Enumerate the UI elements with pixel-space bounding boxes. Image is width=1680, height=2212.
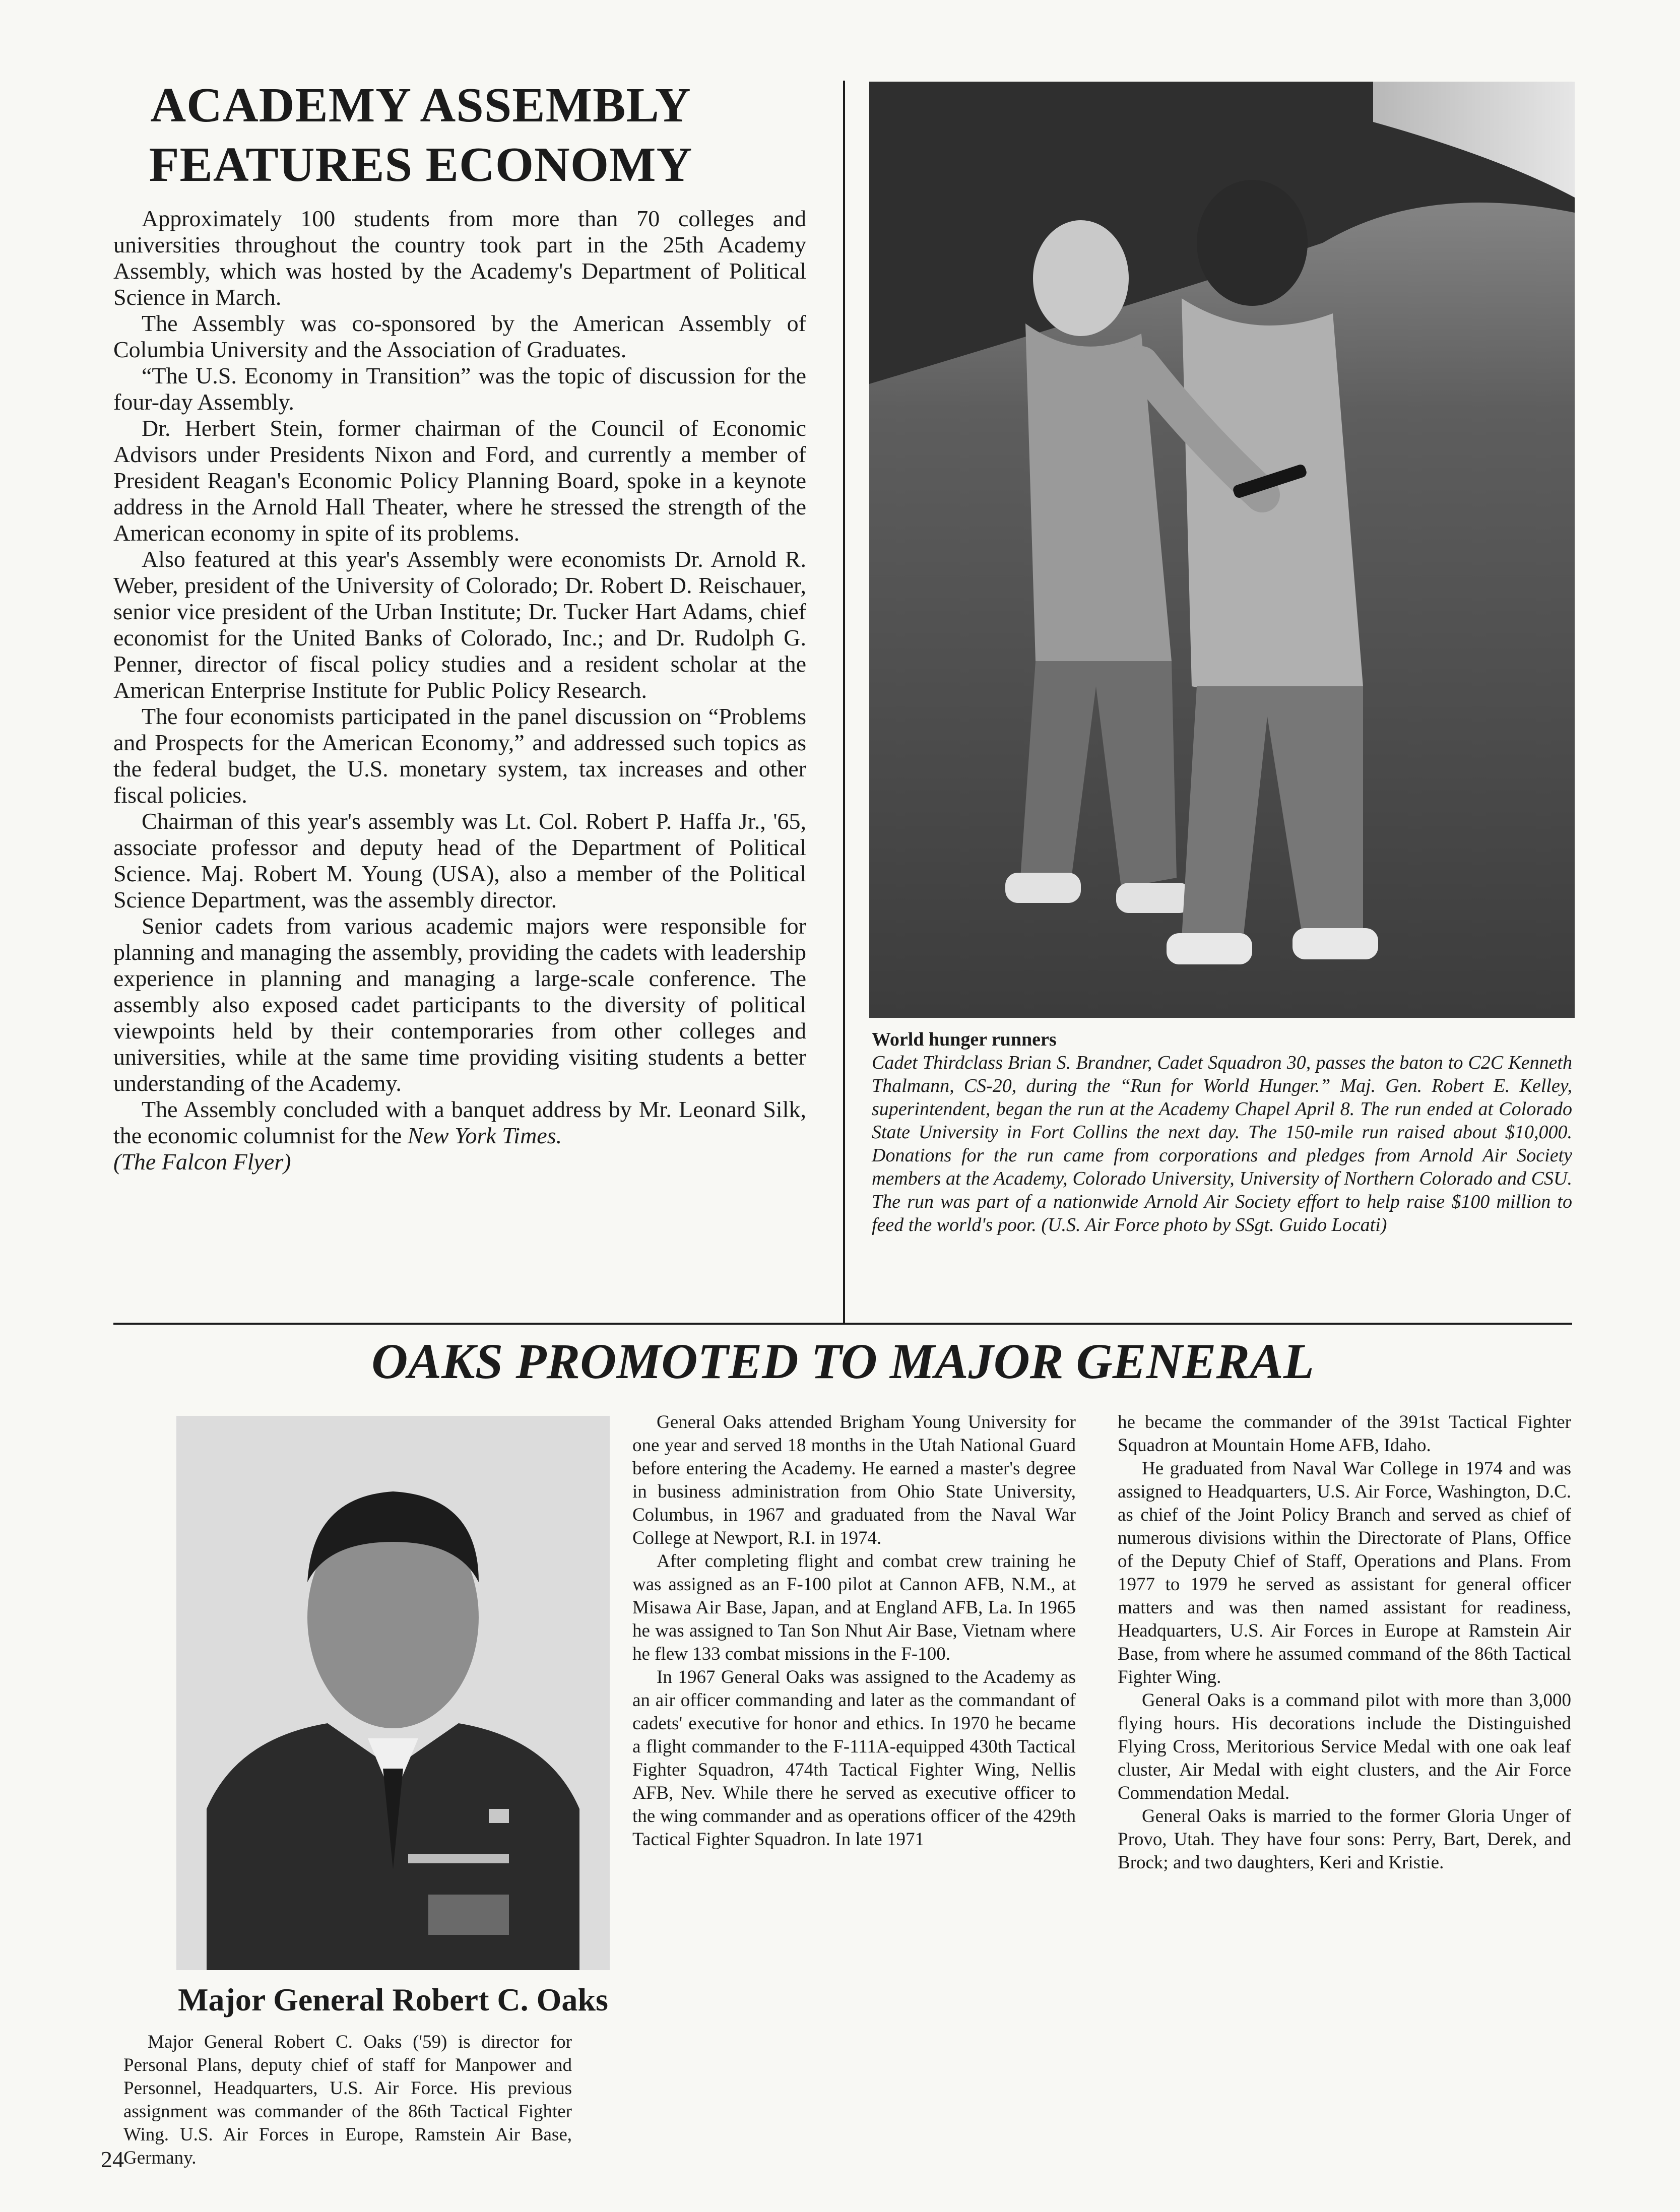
section-divider: [113, 1323, 1572, 1325]
article1-headline: [111, 76, 731, 194]
paragraph: In 1967 General Oaks was assigned to the Academy as an air officer commanding and later as the commandant of cadets' executive for honor and ethics. In 1970 he became a flight commander to the F-111A-equipped 430th Tactical Fighter Squadron, 474th Tactical Fighter Wing, Nellis AFB, Nev. While there he served as executive officer to the wing commander and as operations officer of the 429th Tactical Fighter Squadron. In late 1971: [632, 1667, 1076, 1850]
page-number: 24: [101, 2146, 124, 2172]
caption-title: World hunger runners: [872, 1029, 1057, 1050]
headline-line-2: FEATURES ECONOMY: [149, 138, 693, 192]
paragraph: “The U.S. Economy in Transition” was the topic of discussion for the four-day Assembly.: [113, 363, 806, 415]
source-credit: (The Falcon Flyer): [113, 1149, 291, 1175]
article1-body: [113, 206, 806, 1175]
article2-column-2: [632, 1411, 1076, 1851]
publication-name: New York Times.: [407, 1123, 562, 1148]
continued-paragraph: he became the commander of the 391st Tactical Fighter Squadron at Mountain Home AFB, Idaho.: [1118, 1412, 1571, 1456]
paragraph: Approximately 100 students from more than 70 colleges and universities throughout the country took part in the 25th Academy Assembly, which was hosted by the Academy's Department of Political Science in March.: [113, 206, 806, 310]
paragraph: Chairman of this year's assembly was Lt. Col. Robert P. Haffa Jr., '65, associate professor and deputy head of the Department of Political Science. Maj. Robert M. Young (USA), also a member of the Political Science Department, was the assembly director.: [113, 808, 806, 913]
caption-text: Cadet Thirdclass Brian S. Brandner, Cadet Squadron 30, passes the baton to C2C Kenneth Thalmann, CS-20, during the “Run for World Hunger.” Maj. Gen. Robert E. Kelley, superintendent, began the run at the Academy Chapel April 8. The run ended at Colorado State University in Fort Collins the next day. The 150-mile run raised about $10,000. Donations for the run came from corporations and pledges from Arnold Air Society members at the Academy, Colorado University, University of Northern Colorado and CSU. The run was part of a nationwide Arnold Air Society effort to help raise $100 million to feed the world's poor. (U.S. Air Force photo by SSgt. Guido Locati): [872, 1052, 1572, 1235]
portrait-bio: [123, 2031, 572, 2170]
article2-headline: OAKS PROMOTED TO MAJOR GENERAL: [371, 1333, 1314, 1389]
article2-column-3: [1118, 1411, 1571, 1874]
paragraph: Also featured at this year's Assembly were economists Dr. Arnold R. Weber, president of the University of Colorado; Dr. Robert D. Reischauer, senior vice president of the Urban Institute; Dr. Tucker Hart Adams, chief economist for the United Banks of Colorado, Inc.; and Dr. Rudolph G. Penner, director of fiscal policy studies and a resident scholar at the American Enterprise Institute for Public Policy Research.: [113, 546, 806, 703]
photo-caption: [872, 1028, 1572, 1237]
bio-paragraph: Major General Robert C. Oaks ('59) is director for Personal Plans, deputy chief of staff for Manpower and Personnel, Headquarters, U.S. Air Force. His previous assignment was commander of the 86th Tactical Fighter Wing. U.S. Air Forces in Europe, Ramstein Air Base, Germany.: [123, 2032, 572, 2168]
paragraph: General Oaks is a command pilot with more than 3,000 flying hours. His decorations include the Distinguished Flying Cross, Meritorious Service Medal with one oak leaf cluster, Air Medal with eight clusters, and the Air Force Commendation Medal.: [1118, 1690, 1571, 1803]
paragraph: General Oaks is married to the former Gloria Unger of Provo, Utah. They have four sons: Perry, Bart, Derek, and Brock; and two daughters, Keri and Kristie.: [1118, 1806, 1571, 1873]
headline-line-1: ACADEMY ASSEMBLY: [150, 78, 691, 133]
paragraph: The Assembly was co-sponsored by the American Assembly of Columbia University and the Association of Graduates.: [113, 310, 806, 362]
paragraph: Senior cadets from various academic majors were responsible for planning and managing the assembly, providing the cadets with leadership experience in planning and managing a large-scale conference. The assembly also exposed cadet participants to the diversity of political viewpoints held by their contemporaries from other colleges and universities, while at the same time providing visiting students a better understanding of the Academy.: [113, 913, 806, 1096]
portrait-illustration: [176, 1416, 610, 1970]
paragraph: The four economists participated in the panel discussion on “Problems and Prospects for the American Economy,” and addressed such topics as the federal budget, the U.S. monetary system, tax increases and other fiscal policies.: [113, 703, 806, 808]
closing-text: The Assembly concluded with a banquet address by Mr. Leonard Silk, the economic columnist for the: [113, 1096, 806, 1148]
portrait-name: Major General Robert C. Oaks: [178, 1982, 608, 2018]
runners-photo: [869, 82, 1575, 1018]
paragraph: After completing flight and combat crew training he was assigned as an F-100 pilot at Cannon AFB, N.M., at Misawa Air Base, Japan, and at England AFB, La. In 1965 he was assigned to Tan Son Nhut Air Base, Vietnam where he flew 133 combat missions in the F-100.: [632, 1551, 1076, 1664]
paragraph: Dr. Herbert Stein, former chairman of the Council of Economic Advisors under Presidents Nixon and Ford, and currently a member of President Reagan's Economic Policy Planning Board, spoke in a keynote address in the Arnold Hall Theater, where he stressed the strength of the American economy in spite of its problems.: [113, 415, 806, 546]
portrait-photo: [176, 1416, 610, 1970]
paragraph: He graduated from Naval War College in 1974 and was assigned to Headquarters, U.S. Air Force, Washington, D.C. as chief of the Joint Policy Branch and served as chief of numerous divisions within the Directorate of Plans, Office of the Deputy Chief of Staff, Operations and Plans. From 1977 to 1979 he served as assistant for general officer matters and was then named assistant for readiness, Headquarters, U.S. Air Forces in Europe at Ramstein Air Base, from where he assumed command of the 86th Tactical Fighter Wing.: [1118, 1458, 1571, 1687]
column-divider: [843, 81, 845, 1323]
runners-photo-illustration: [869, 82, 1575, 1018]
paragraph: General Oaks attended Brigham Young University for one year and served 18 months in the Utah National Guard before entering the Academy. He earned a master's degree in business administration from Ohio State University, Columbus, in 1967 and graduated from the Naval War College at Newport, R.I. in 1974.: [632, 1412, 1076, 1548]
paragraph: [113, 1096, 806, 1149]
